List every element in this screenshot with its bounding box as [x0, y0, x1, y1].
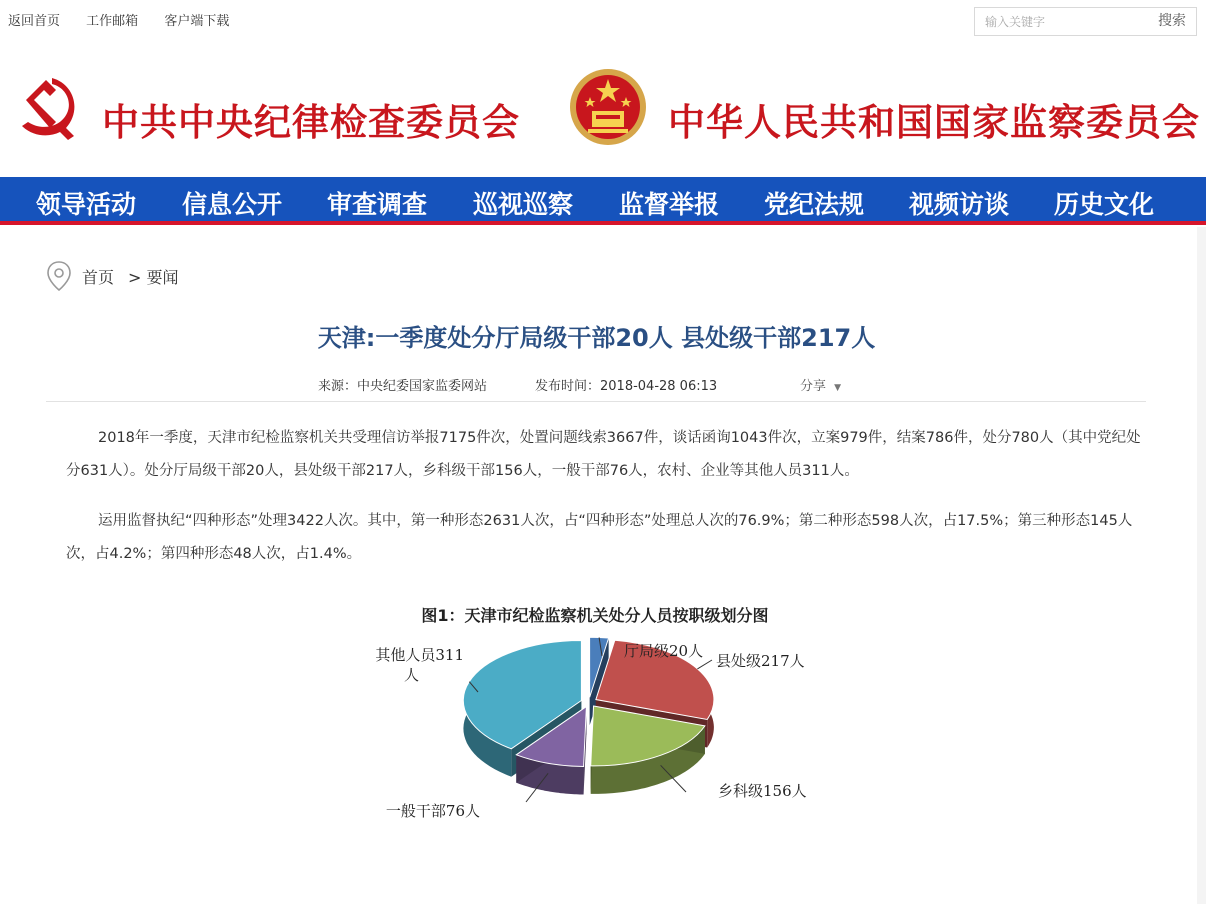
- nav-item-investigation[interactable]: 审查调查: [327, 190, 428, 219]
- article-paragraph-1: 2018年一季度，天津市纪检监察机关共受理信访举报7175件次，处置问题线索3667件，谈话函询1043件次，立案979件，结案786件，处分780人（其中党纪处分631人）。处分厅局级干部20人，县处级干部217人，乡科级干部156人，一般干部76人，农村、企业等其他人员311人。: [66, 430, 1141, 479]
- site-header: [0, 40, 1206, 177]
- breadcrumb-current[interactable]: > 要闻: [128, 268, 179, 287]
- search-box: [974, 7, 1197, 36]
- back-home-link[interactable]: 返回首页: [8, 14, 61, 29]
- nav-item-inspection[interactable]: 巡视巡察: [473, 190, 574, 219]
- work-email-link[interactable]: 工作邮箱: [86, 14, 139, 29]
- article-published-time: 发布时间：2018-04-28 06:13: [535, 379, 718, 394]
- meta-divider: [46, 401, 1146, 402]
- chart-title: 图1：天津市纪检监察机关处分人员按职级划分图: [421, 606, 769, 625]
- slice-label-0: 厅局级20人: [624, 642, 704, 660]
- chevron-down-icon: ▼: [834, 383, 842, 393]
- nav-item-info[interactable]: 信息公开: [182, 190, 283, 219]
- search-input[interactable]: [975, 8, 1150, 35]
- party-emblem-icon: [12, 70, 84, 142]
- leader-line-1: [697, 660, 712, 669]
- top-links: [8, 10, 251, 29]
- slice-label-1: 县处级217人: [716, 652, 805, 670]
- article-source: 来源：中央纪委国家监委网站: [318, 379, 488, 394]
- article-paragraph-2: 运用监督执纪“四种形态”处理3422人次。其中，第一种形态2631人次，占“四种形态”处理总人次的76.9%；第二种形态598人次，占17.5%；第三种形态145人次，占4.2%；第四种形态48人次，占1.4%。: [66, 513, 1133, 562]
- search-button[interactable]: 搜索: [1158, 13, 1186, 29]
- rank-pie-chart: [356, 630, 836, 830]
- main-nav: [0, 177, 1206, 225]
- share-button[interactable]: [800, 375, 841, 394]
- nav-item-leadership[interactable]: 领导活动: [36, 190, 137, 219]
- national-emblem-icon: [568, 67, 648, 147]
- article-title: 天津:一季度处分厅局级干部20人 县处级干部217人: [317, 324, 876, 352]
- cpc-commission-title: 中共中央纪律检查委员会: [102, 100, 520, 144]
- slice-label-3: 一般干部76人: [385, 802, 480, 820]
- slice-label-4: 其他人员311 人: [375, 646, 464, 684]
- nav-item-regulations[interactable]: 党纪法规: [764, 190, 865, 219]
- nav-item-supervision[interactable]: 监督举报: [619, 190, 720, 219]
- nav-item-video[interactable]: 视频访谈: [909, 190, 1010, 219]
- breadcrumb-home[interactable]: 首页: [82, 268, 115, 287]
- nav-item-history[interactable]: 历史文化: [1054, 190, 1155, 219]
- top-bar: [0, 0, 1206, 40]
- page-scrollbar[interactable]: [1197, 227, 1206, 904]
- national-commission-title: 中华人民共和国国家监察委员会: [668, 100, 1200, 144]
- share-label: 分享: [800, 379, 827, 394]
- client-download-link[interactable]: 客户端下载: [164, 14, 230, 29]
- slice-label-2: 乡科级156人: [718, 782, 807, 800]
- location-pin-icon: [46, 260, 72, 292]
